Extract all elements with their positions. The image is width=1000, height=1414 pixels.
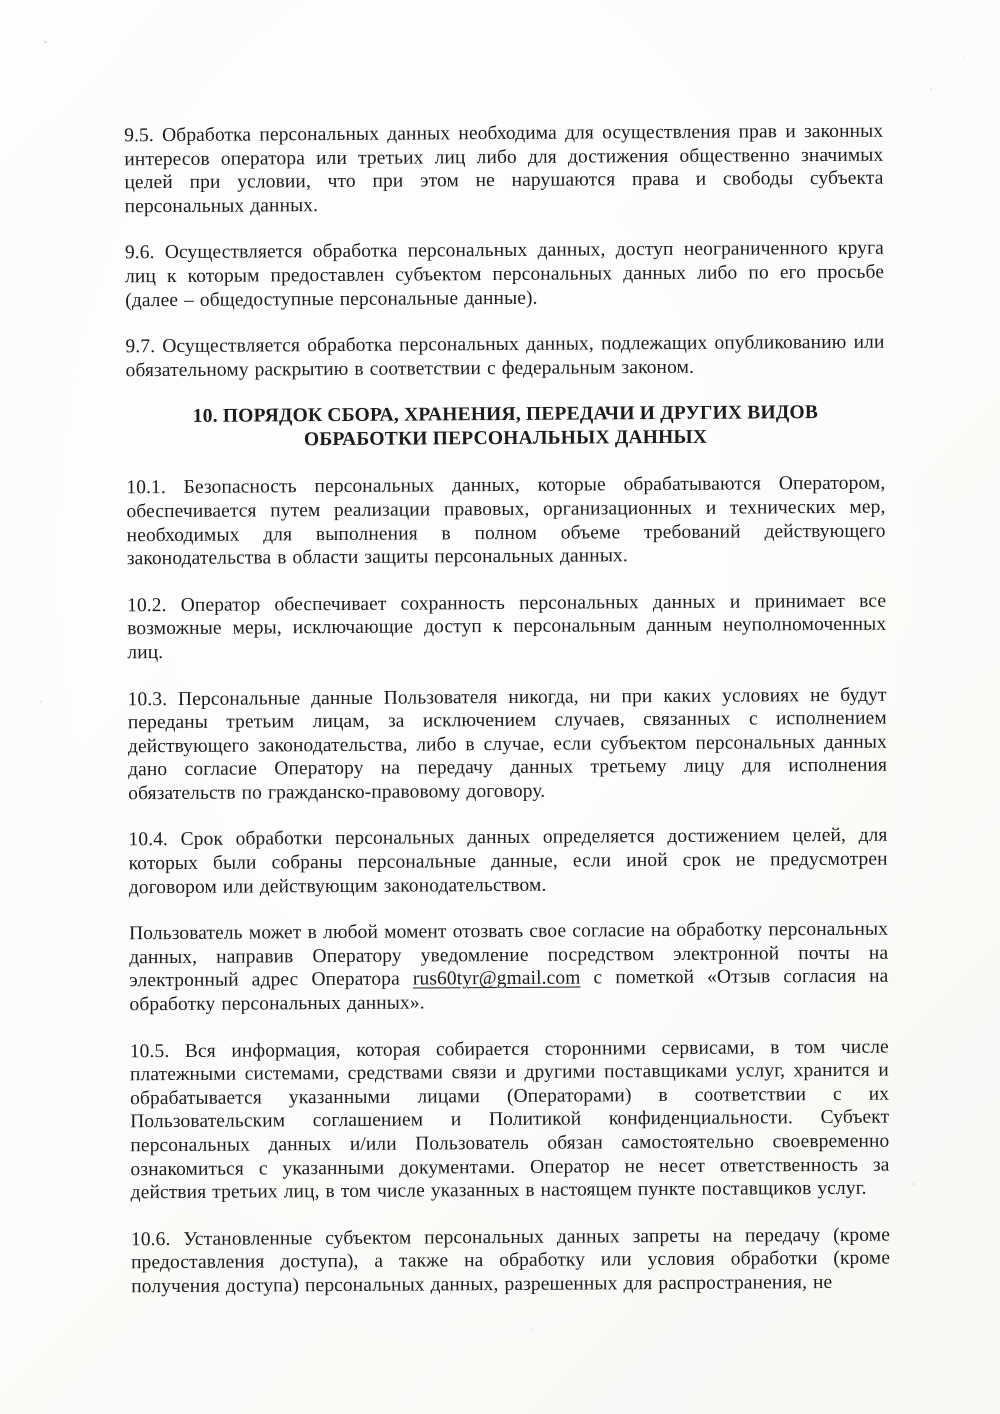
paragraph-9-7: 9.7. Осуществляется обработка персональных данных, подлежащих опубликованию или обязательному раскрытию в соответствии с федеральным законом.: [125, 331, 885, 382]
paragraph-10-5: 10.5. Вся информация, которая собирается сторонними сервисами, в том числе платежными системами, средствами связи и другими поставщиками услуг, хранится и обрабатывается указанными лицами (Операторами) в соответствии с их Пользовательским соглашением и Политикой конфиденциальности. Субъект персональных данных и/или Пользователь обязан самостоятельно своевременно ознакомиться с указанными документами. Оператор не несет ответственность за действия третьих лиц, в том числе указанных в настоящем пункте поставщиков услуг.: [129, 1036, 890, 1204]
operator-email-link[interactable]: rus60tyr@gmail.com: [412, 967, 581, 990]
paragraph-10-6: 10.6. Установленные субъектом персональных данных запреты на передачу (кроме предоставления доступа), а также на обработку или условия обработки (кроме получения доступа) персональных данных, разрешенных для распространения, не: [130, 1224, 891, 1298]
paragraph-10-1: 10.1. Безопасность персональных данных, которые обрабатываются Оператором, обеспечивается путем реализации правовых, организационных и технических мер, необходимых для выполнения в полном объеме требований действующего законодательства в области защиты персональных данных.: [126, 472, 886, 570]
paragraph-consent-withdrawal-text-before: Пользователь может в любой момент отозвать свое согласие на обработку персональных данных, направив Оператору уведомление посредством электронной почты на электронный адрес Оператора: [129, 918, 889, 992]
section-10-heading-line2: ОБРАБОТКИ ПЕРСОНАЛЬНЫХ ДАННЫХ: [303, 427, 708, 451]
paragraph-10-2: 10.2. Оператор обеспечивает сохранность персональных данных и принимает все возможные меры, исключающие доступ к персональным данным неуполномоченных лиц.: [127, 590, 887, 664]
paragraph-9-6: 9.6. Осуществляется обработка персональных данных, доступ неограниченного круга лиц к которым предоставлен субъектом персональных данных либо по его просьбе (далее – общедоступные персональные данные).: [124, 238, 885, 311]
paragraph-9-5: 9.5. Обработка персональных данных необходима для осуществления прав и законных интересов оператора или третьих лиц либо для достижения общественно значимых целей при условии, что при этом не нарушаются права и свободы субъекта персональных данных.: [124, 120, 884, 218]
paragraph-10-4: 10.4. Срок обработки персональных данных определяется достижением целей, для которых были собраны персональные данные, если иной срок не предусмотрен договором или действующим законодательством.: [128, 825, 888, 898]
section-10-heading-line1: 10. ПОРЯДОК СБОРА, ХРАНЕНИЯ, ПЕРЕДАЧИ И ДРУГИХ ВИДОВ: [192, 402, 819, 428]
paragraph-10-3: 10.3. Персональные данные Пользователя никогда, ни при каких условиях не будут переданы третьим лицам, за исключением случаев, связанных с исполнением действующего законодательства, либо в случае, если субъектом персональных данных дано согласие Оператору на передачу данных третьему лицу для исполнения обязательств по гражданско-правовому договору.: [127, 684, 888, 805]
paragraph-consent-withdrawal-text-after: с пометкой «Отзыв согласия на обработку персональных данных».: [129, 966, 889, 1016]
section-10-heading: [126, 401, 885, 454]
scan-speck: [530, 1328, 532, 1330]
paragraph-consent-withdrawal: [129, 918, 889, 1017]
